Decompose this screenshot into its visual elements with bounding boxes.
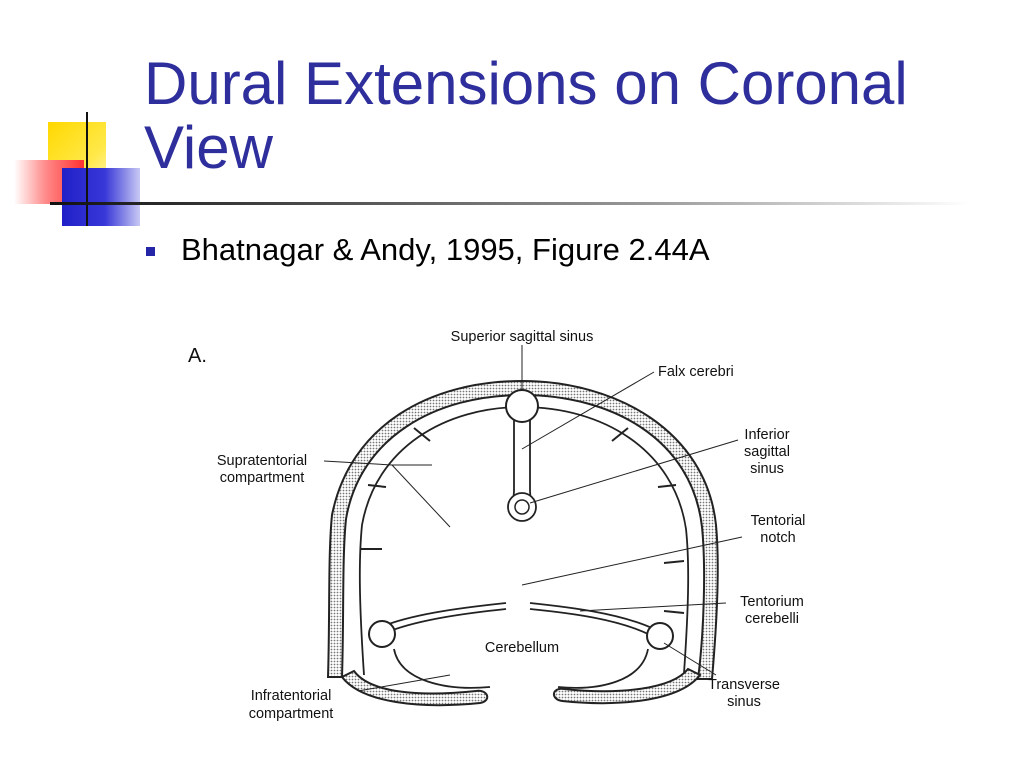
slide-title: Dural Extensions on Coronal View <box>144 50 908 181</box>
tentorium-left <box>386 603 506 631</box>
deco-vertical-rule <box>86 112 88 226</box>
label-transverse-sinus-1: Transverse <box>708 677 780 693</box>
inferior-sagittal-sinus-lumen <box>515 500 529 514</box>
label-inferior-sagittal-sinus-1: Inferior <box>744 427 790 443</box>
label-inferior-sagittal-sinus-3: sinus <box>750 461 784 477</box>
bullet-text: Bhatnagar & Andy, 1995, Figure 2.44A <box>181 232 710 267</box>
label-tentorium-cerebelli-1: Tentorium <box>740 594 804 610</box>
label-cerebellum: Cerebellum <box>484 640 560 656</box>
bullet-item <box>146 232 710 268</box>
label-supratentorial-2: compartment <box>219 470 305 486</box>
label-infratentorial-1: Infratentorial <box>250 688 332 704</box>
transverse-sinus-left <box>369 621 395 647</box>
label-inferior-sagittal-sinus-2: sagittal <box>744 444 790 460</box>
inner-dura-lining <box>360 407 688 675</box>
dural-extensions-diagram <box>150 315 830 727</box>
label-transverse-sinus-2: sinus <box>727 694 761 710</box>
bullet-list <box>146 232 710 268</box>
label-superior-sagittal-sinus: Superior sagittal sinus <box>450 329 594 345</box>
label-supratentorial-1: Supratentorial <box>216 453 308 469</box>
superior-sagittal-sinus <box>506 390 538 422</box>
lower-rim-right <box>554 669 700 703</box>
title-underline <box>50 202 970 205</box>
label-tentorial-notch-1: Tentorial <box>750 513 806 529</box>
bullet-square-icon <box>146 247 155 256</box>
label-falx-cerebri: Falx cerebri <box>658 364 734 380</box>
falx-cerebri <box>510 415 534 503</box>
panel-label: A. <box>188 345 207 367</box>
transverse-sinus-right <box>647 623 673 649</box>
deco-blue-square <box>62 168 140 226</box>
label-tentorial-notch-2: notch <box>760 530 796 546</box>
label-tentorium-cerebelli-2: cerebelli <box>745 611 799 627</box>
label-infratentorial-2: compartment <box>248 706 334 722</box>
